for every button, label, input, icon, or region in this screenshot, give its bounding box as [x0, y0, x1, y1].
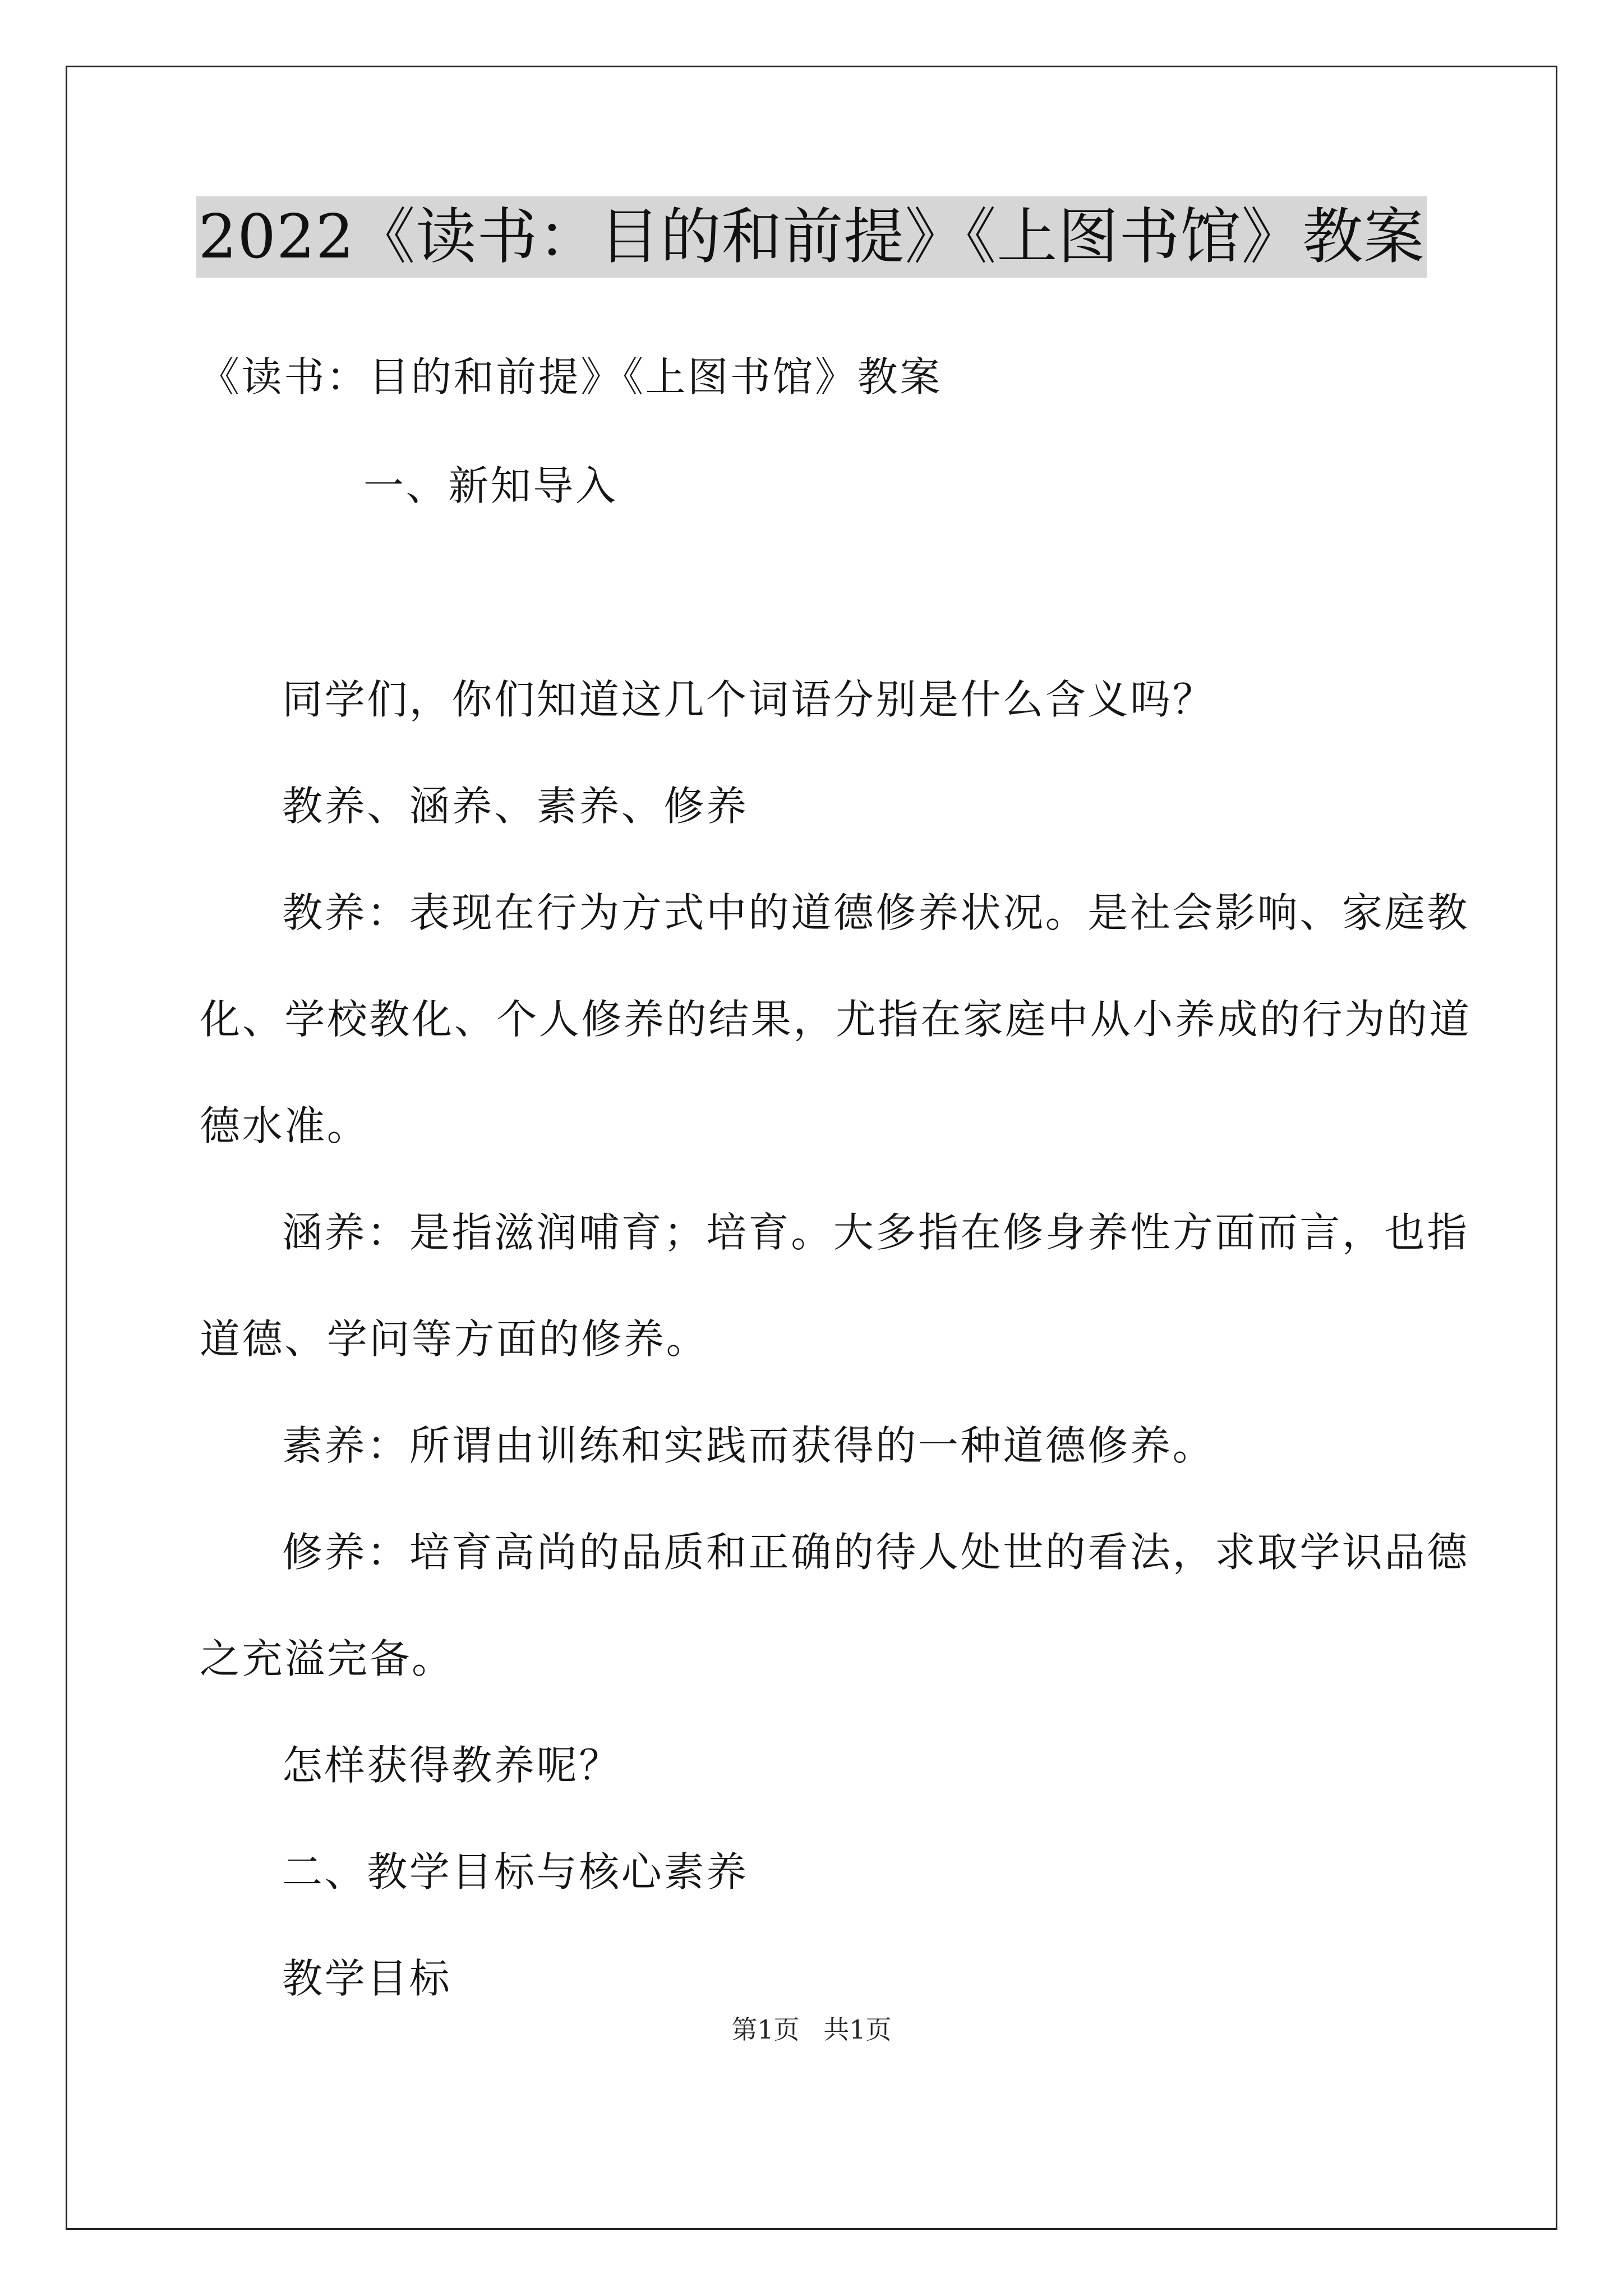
- paragraph-hanyang-line2: 道德、学问等方面的修养。: [200, 1315, 709, 1363]
- paragraph-jiaoyang-line2: 化、学校教化、个人修养的结果，尤指在家庭中从小养成的行为的道: [200, 996, 1472, 1043]
- subtitle: 《读书：目的和前提》《上图书馆》教案: [199, 353, 942, 401]
- document-title: 2022《读书：目的和前提》《上图书馆》教案: [196, 196, 1427, 278]
- section-heading-teaching-goals: 二、教学目标与核心素养: [282, 1848, 749, 1895]
- paragraph-question: 同学们，你们知道这几个词语分别是什么含义吗？: [282, 676, 1215, 723]
- paragraph-jiaoyang-line1: 教养：表现在行为方式中的道德修养状况。是社会影响、家庭教: [282, 889, 1469, 936]
- paragraph-xiuyang-line1: 修养：培育高尚的品质和正确的待人处世的看法，求取学识品德: [282, 1529, 1469, 1576]
- section-heading-new-knowledge: 一、新知导入: [363, 462, 618, 509]
- paragraph-terms: 教养、涵养、素养、修养: [282, 783, 749, 830]
- page-footer: [0, 2014, 1623, 2045]
- footer-page-number: 第1页: [731, 2014, 800, 2045]
- paragraph-how: 怎样获得教养呢？: [282, 1742, 621, 1789]
- paragraph-teaching-goal: 教学目标: [282, 1955, 452, 2002]
- title-container: [0, 196, 1623, 278]
- footer-total-pages: 共1页: [823, 2014, 892, 2045]
- paragraph-jiaoyang-line3: 德水准。: [200, 1102, 370, 1149]
- paragraph-xiuyang-line2: 之充溢完备。: [200, 1635, 454, 1682]
- paragraph-hanyang-line1: 涵养：是指滋润哺育；培育。大多指在修身养性方面而言，也指: [282, 1209, 1469, 1256]
- paragraph-suyang: 素养：所谓由训练和实践而获得的一种道德修养。: [282, 1422, 1215, 1469]
